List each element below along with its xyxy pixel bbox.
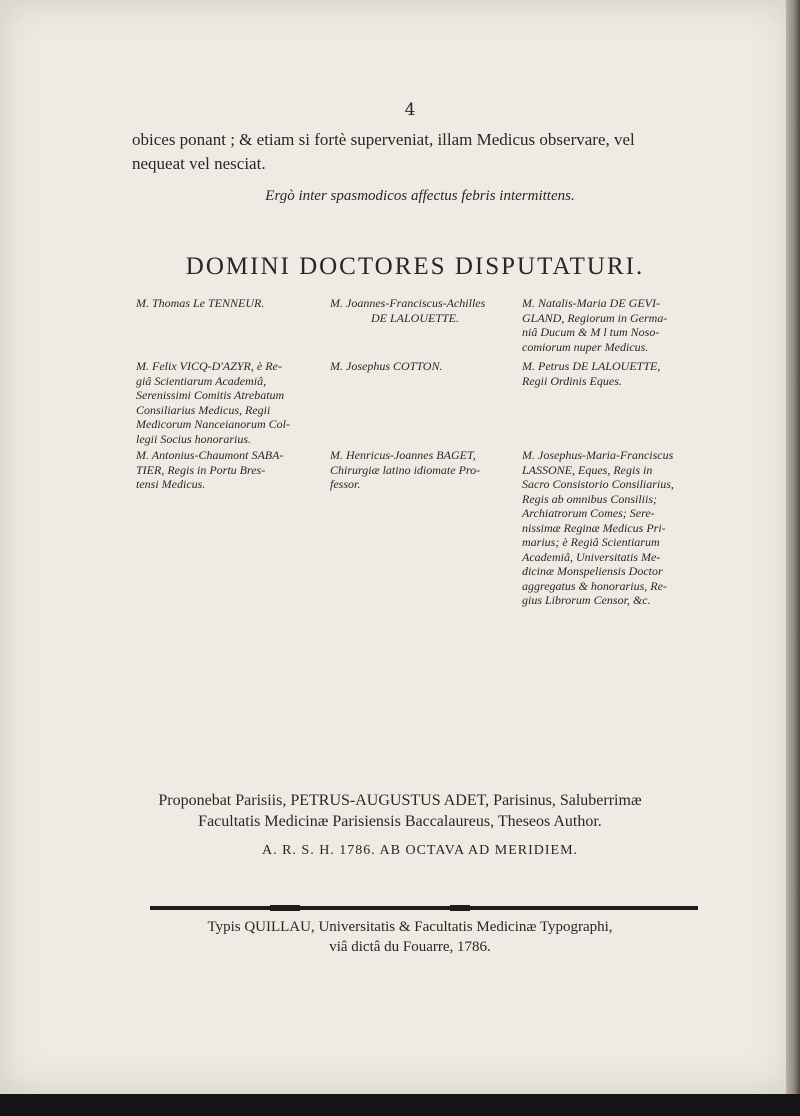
- doctor-line: Sacro Consistorio Consiliarius,: [522, 477, 674, 491]
- doctor-line: TIER, Regis in Portu Bres-: [136, 462, 266, 477]
- doctor-entry: [330, 448, 500, 492]
- doctor-line: gius Librorum Censor, &c.: [522, 593, 651, 607]
- colophon: [0, 917, 800, 957]
- page-number: 4: [404, 100, 416, 120]
- doctor-line: M. Antonius-Chaumont SABA-: [136, 448, 284, 462]
- doctor-entry: [330, 296, 500, 325]
- doctor-line: Serenissimi Comitis Atrebatum: [136, 388, 285, 402]
- doctor-line: comiorum nuper Medicus.: [522, 339, 649, 354]
- doctor-line: Medicorum Nanceianorum Col-: [136, 417, 290, 431]
- doctor-line: M. Josephus COTTON.: [330, 359, 443, 373]
- doctor-line: Consiliarius Medicus, Regii: [136, 402, 271, 417]
- decorative-rule: [150, 905, 698, 911]
- doctor-line: M. Thomas Le TENNEUR.: [136, 296, 265, 310]
- paragraph-line: obices ponant ; & etiam si fortè superveniat, illam Medicus observare, vel: [132, 130, 635, 149]
- statement-line: Facultatis Medicinæ Parisiensis Baccalaureus, Theseos Author.: [198, 813, 602, 830]
- doctor-line: legii Socius honorarius.: [136, 431, 252, 446]
- paragraph-line: nequeat vel nesciat.: [132, 154, 266, 173]
- doctor-line: Regii Ordinis Eques.: [522, 373, 622, 388]
- colophon-line: viâ dictâ du Fouarre, 1786.: [329, 939, 491, 955]
- doctor-line: marius; è Regiâ Scientiarum: [522, 535, 660, 549]
- date-line: A. R. S. H. 1786. AB OCTAVA AD MERIDIEM.: [261, 843, 579, 858]
- doctor-line: M. Natalis-Maria DE GEVI-: [522, 296, 660, 310]
- doctor-line: Archiatrorum Comes; Sere-: [522, 506, 655, 520]
- doctor-line: fessor.: [330, 477, 361, 491]
- doctor-entry: [136, 359, 306, 446]
- statement-line: Proponebat Parisiis, PETRUS-AUGUSTUS ADET, Parisinus, Saluberrimæ: [158, 792, 642, 809]
- doctor-line: nissimæ Reginæ Medicus Pri-: [522, 520, 666, 535]
- doctor-entry: [522, 359, 692, 388]
- doctor-line: DE LALOUETTE.: [370, 310, 459, 325]
- doctor-line: Chirurgiæ latino idiomate Pro-: [330, 462, 481, 477]
- scan-background: [0, 1094, 800, 1116]
- doctor-entry: [136, 448, 306, 492]
- doctor-line: M. Felix VICQ-D'AZYR, è Re-: [136, 359, 282, 373]
- doctor-line: LASSONE, Eques, Regis in: [522, 462, 653, 477]
- body-paragraph: [132, 128, 696, 176]
- doctor-line: GLAND, Regiorum in Germa-: [522, 310, 668, 325]
- doctor-entry: [136, 296, 306, 311]
- doctor-line: giâ Scientiarum Academiâ,: [136, 373, 267, 388]
- doctor-line: tensi Medicus.: [136, 477, 206, 491]
- doctor-entry: [330, 359, 500, 374]
- doctor-line: M. Petrus DE LALOUETTE,: [522, 359, 661, 373]
- doctor-line: M. Henricus-Joannes BAGET,: [330, 448, 476, 462]
- section-heading: DOMINI DOCTORES DISPUTATURI.: [185, 253, 645, 280]
- doctor-line: M. Josephus-Maria-Franciscus: [522, 448, 674, 462]
- doctor-line: Regis ab omnibus Consiliis;: [522, 491, 658, 506]
- doctor-line: M. Joannes-Franciscus-Achilles: [330, 296, 486, 310]
- doctor-line: dicinæ Monspeliensis Doctor: [522, 564, 663, 578]
- conclusion: Ergò inter spasmodicos affectus febris intermittens.: [265, 188, 575, 204]
- doctor-line: aggregatus & honorarius, Re-: [522, 578, 667, 593]
- colophon-line: Typis QUILLAU, Universitatis & Facultatis Medicinæ Typographi,: [207, 919, 613, 935]
- doctor-entry: [522, 448, 692, 608]
- doctor-line: niâ Ducum & M l tum Noso-: [522, 325, 660, 339]
- doctor-entry: [522, 296, 692, 354]
- doctor-line: Academiâ, Universitatis Me-: [522, 549, 661, 564]
- defense-statement: [0, 790, 800, 832]
